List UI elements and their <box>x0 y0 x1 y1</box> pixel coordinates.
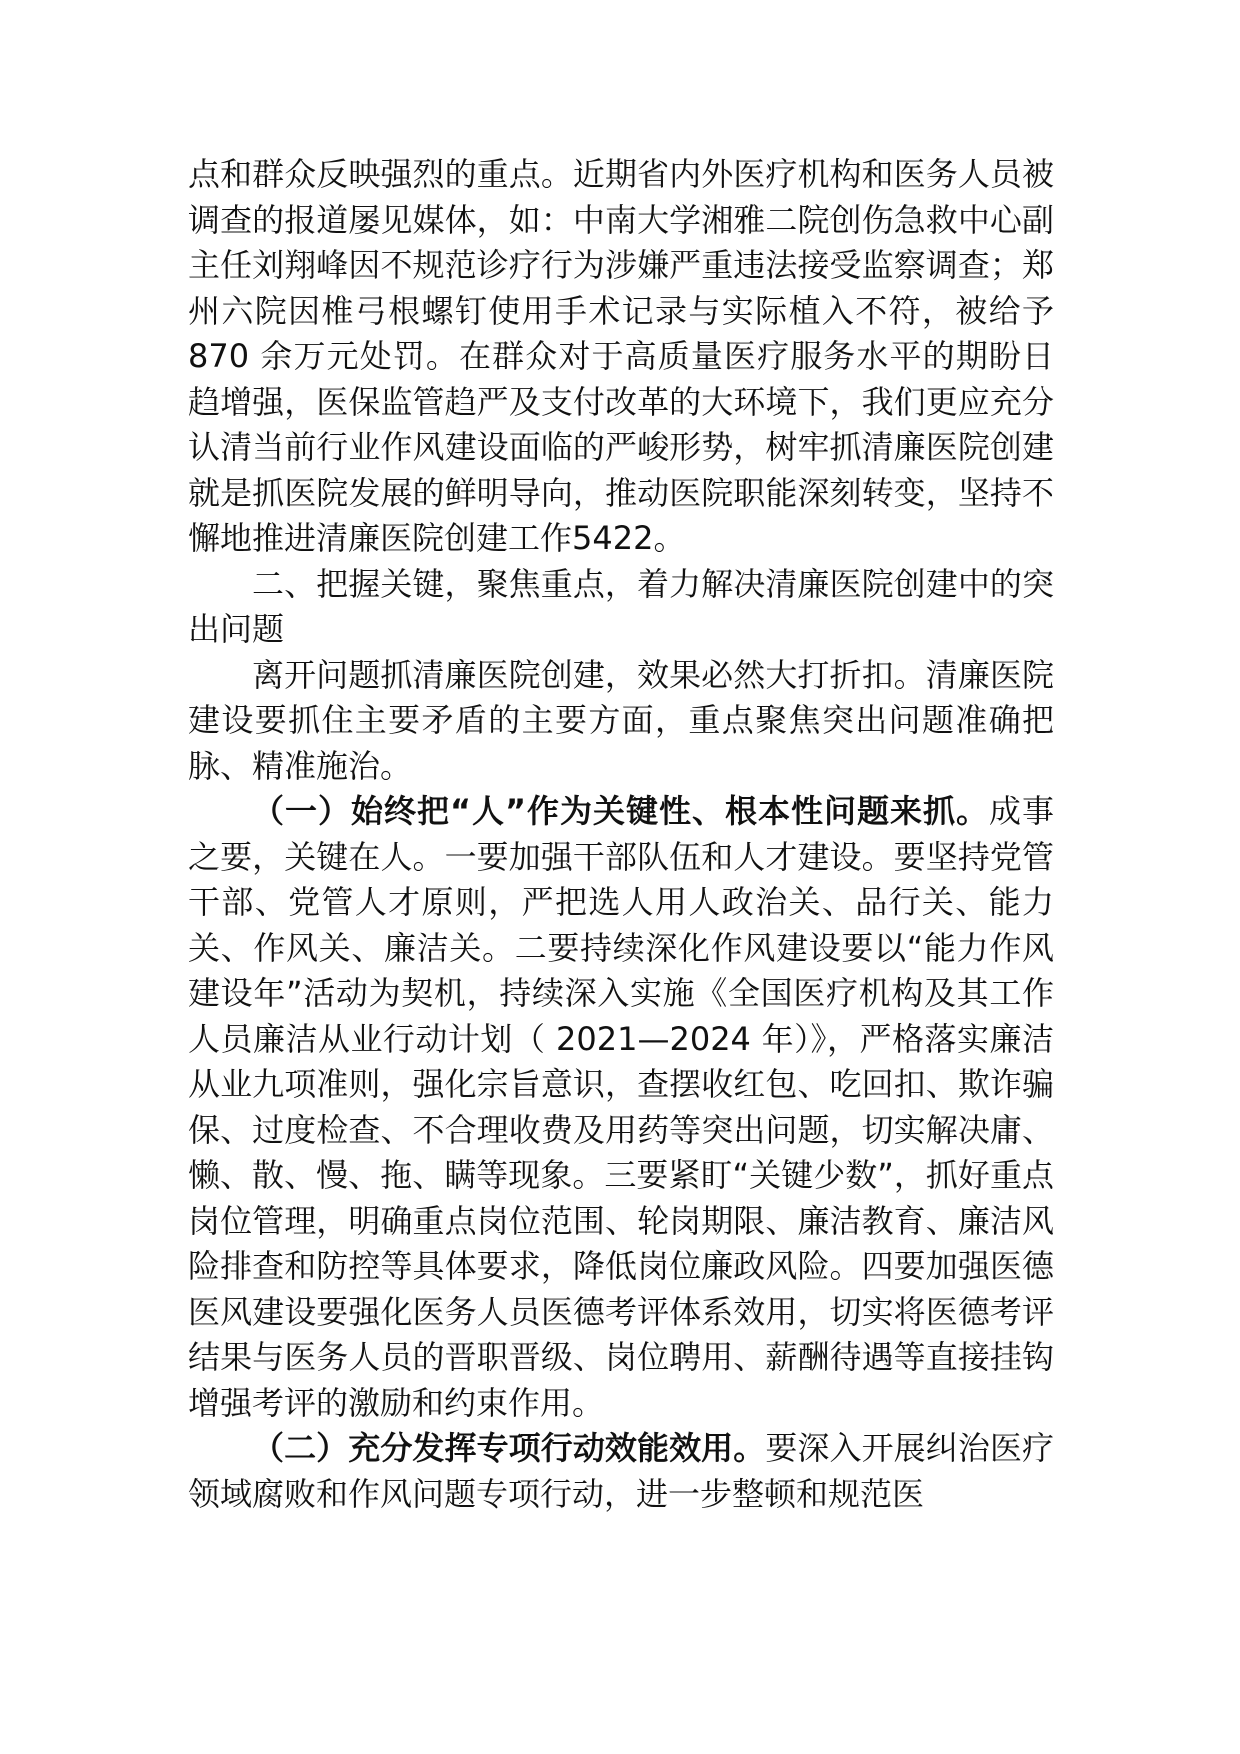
subsection-1-lead: （一）始终把“人”作为关键性、根本性问题来抓。 <box>252 792 989 830</box>
section-heading-2: 二、把握关键，聚焦重点，着力解决清廉医院创建中的突出问题 <box>188 564 1054 648</box>
subsection-2-body: 要深入开展纠治医疗领域腐败和作风问题专项行动，进一步整顿和规范医 <box>188 1429 1054 1513</box>
document-page <box>188 152 1054 1517</box>
subsection-1-body: 成事之要，关键在人。一要加强干部队伍和人才建设。要坚持党管干部、党管人才原则，严把选人用人政治关、品行关、能力关、作风关、廉洁关。二要持续深化作风建设要以“能力作风建设年”活动为契机，持续深入实施《全国医疗机构及其工作人员廉洁从业行动计划（ 2021—2024 年）》，严格落实廉洁从业九项准则，强化宗旨意识，查摆收红包、吃回扣、欺诈骗保、过度检查、不合理收费及用药等突出问题，切实解决庸、懒、散、慢、拖、瞒等现象。三要紧盯“关键少数”，抓好重点岗位管理，明确重点岗位范围、轮岗期限、廉洁教育、廉洁风险排查和防控等具体要求，降低岗位廉政风险。四要加强医德医风建设要强化医务人员医德考评体系效用，切实将医德考评结果与医务人员的晋职晋级、岗位聘用、薪酬待遇等直接挂钩增强考评的激励和约束作用。 <box>188 792 1054 1422</box>
subsection-2-lead: （二）充分发挥专项行动效能效用。 <box>252 1429 766 1467</box>
subsection-1-paragraph <box>188 789 1054 1426</box>
body-paragraph-intro: 离开问题抓清廉医院创建，效果必然大打折扣。清廉医院建设要抓住主要矛盾的主要方面，重点聚焦突出问题准确把脉、精准施治。 <box>188 655 1054 785</box>
body-paragraph-continuation: 点和群众反映强烈的重点。近期省内外医疗机构和医务人员被调查的报道屡见媒体，如：中南大学湘雅二院创伤急救中心副主任刘翔峰因不规范诊疗行为涉嫌严重违法接受监察调查；郑州六院因椎弓根螺钉使用手术记录与实际植入不符，被给予 870 余万元处罚。在群众对于高质量医疗服务水平的期盼日趋增强，医保监管趋严及支付改革的大环境下，我们更应充分认清当前行业作风建设面临的严峻形势，树牢抓清廉医院创建就是抓医院发展的鲜明导向，推动医院职能深刻转变，坚持不懈地推进清廉医院创建工作5422。 <box>188 155 1054 557</box>
subsection-2-paragraph <box>188 1426 1054 1517</box>
